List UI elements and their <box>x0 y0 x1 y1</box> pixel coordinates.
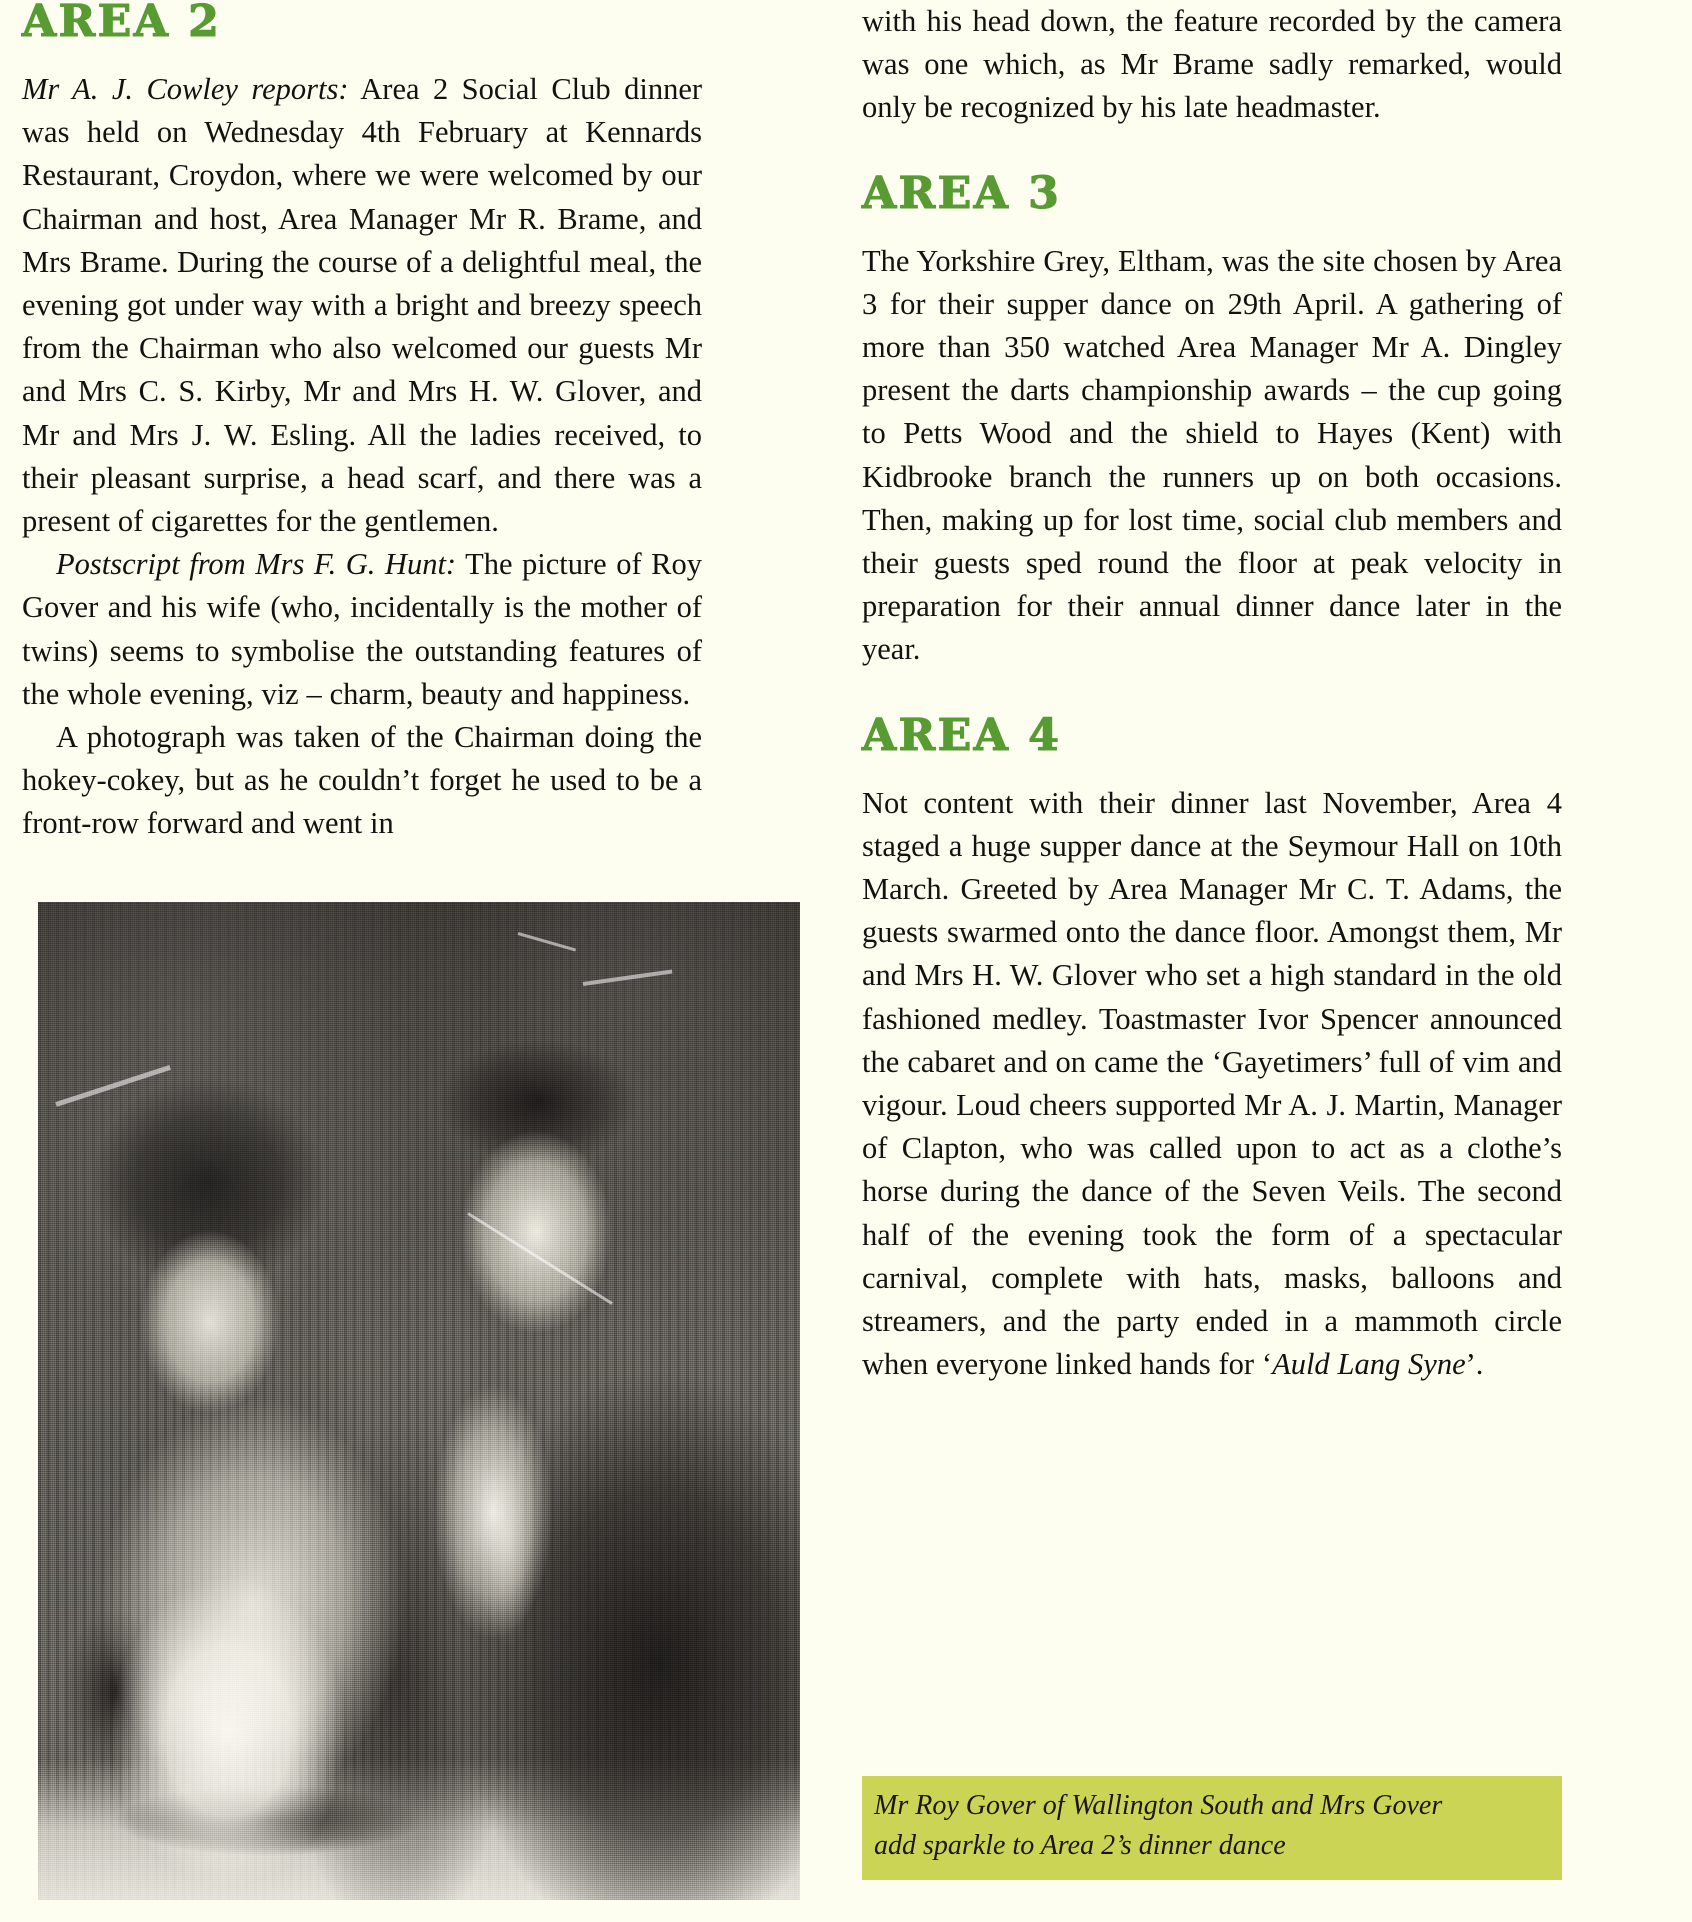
photo-caption-line-1: Mr Roy Gover of Wallington South and Mrs Gover <box>874 1790 1443 1821</box>
area-4-paragraph <box>862 782 1562 1387</box>
photograph-image <box>38 902 800 1900</box>
cowley-byline: Mr A. J. Cowley reports: <box>22 72 349 106</box>
left-column <box>22 0 702 846</box>
area-2-continuation-paragraph: with his head down, the feature recorded by the camera was one which, as Mr Brame sadly remarked, would only be recognized by his late headmaster. <box>862 4 1562 125</box>
auld-lang-syne-title: Auld Lang Syne <box>1272 1347 1466 1382</box>
area-2-paragraph-3: A photograph was taken of the Chairman doing the hokey-cokey, but as he couldn’t forget he used to be a front-row forward and went in <box>22 720 702 841</box>
area-2-paragraph-1-text: Area 2 Social Club dinner was held on Wednesday 4th February at Kennards Restaurant, Croydon, where we were welcomed by our Chairman and host, Area Manager Mr R. Brame, and Mrs Brame. During the course of a delightful meal, the evening got under way with a bright and breezy speech from the Chairman who also welcomed our guests Mr and Mrs C. S. Kirby, Mr and Mrs H. W. Glover, and Mr and Mrs J. W. Esling. All the ladies received, to their pleasant surprise, a head scarf, and there was a present of cigarettes for the gentlemen. <box>22 72 703 539</box>
area-4-heading: AREA 4 <box>862 709 1062 761</box>
area-4-paragraph-tail: ’. <box>1465 1347 1484 1382</box>
area-2-paragraph-2 <box>22 543 702 716</box>
area-3-heading: AREA 3 <box>862 167 1062 219</box>
area-3-paragraph: The Yorkshire Grey, Eltham, was the site chosen by Area 3 for their supper dance on 29th April. A gathering of more than 350 watched Area Manager Mr A. Dingley present the darts championship awards – the cup going to Petts Wood and the shield to Hayes (Kent) with Kidbrooke branch the runners up on both occasions. Then, making up for lost time, social club members and their guests sped round the floor at peak velocity in preparation for their annual dinner dance later in the year. <box>862 243 1562 667</box>
right-column <box>862 0 1562 1386</box>
photo-caption-line-2: add sparkle to Area 2’s dinner dance <box>874 1830 1286 1861</box>
area-4-paragraph-text: Not content with their dinner last November, Area 4 staged a huge supper dance at the Seymour Hall on 10th March. Greeted by Area Manager Mr C. T. Adams, the guests swarmed onto the dance floor. Amongst them, Mr and Mrs H. W. Glover who set a high standard in the old fashioned medley. Toastmaster Ivor Spencer announced the cabaret and on came the ‘Gayetimers’ full of vim and vigour. Loud cheers supported Mr A. J. Martin, Manager of Clapton, who was called upon to act as a clothe’s horse during the dance of the Seven Veils. The second half of the evening took the form of a spectacular carnival, complete with hats, masks, balloons and streamers, and the party ended in a mammoth circle when everyone linked hands for ‘ <box>862 785 1562 1382</box>
area-2-paragraph-2-text: The picture of Roy Gover and his wife (who, incidentally is the mother of twins) seems to symbolise the outstanding features of the whole evening, viz – charm, beauty and happiness. <box>22 547 702 711</box>
photo-caption-band <box>862 1776 1562 1880</box>
hunt-postscript-byline: Postscript from Mrs F. G. Hunt: <box>56 547 457 582</box>
area-2-heading: AREA 2 <box>22 0 222 47</box>
area-2-paragraph-1 <box>22 68 702 543</box>
dinner-dance-photograph <box>38 902 800 1900</box>
